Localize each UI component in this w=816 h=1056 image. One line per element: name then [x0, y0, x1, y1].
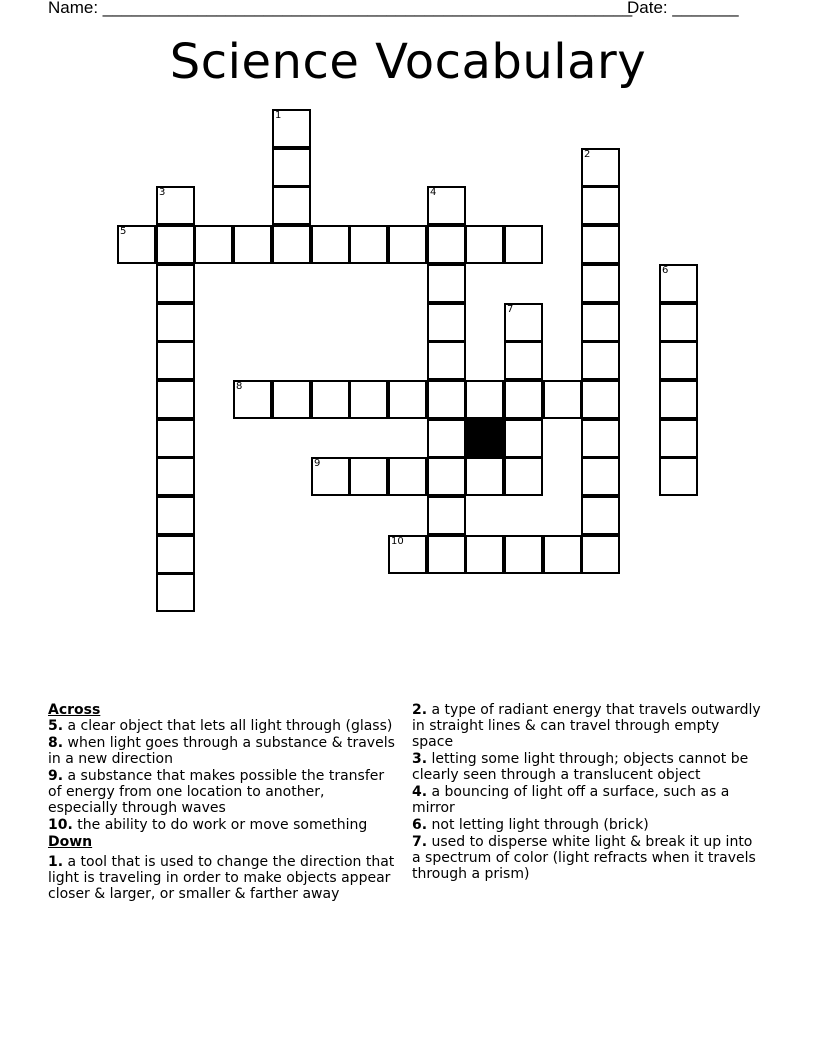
crossword-cell[interactable] — [272, 109, 311, 148]
crossword-cell[interactable] — [156, 419, 195, 458]
blocked-cell — [465, 419, 504, 458]
crossword-cell[interactable] — [233, 225, 272, 264]
clue-number: 9. — [48, 768, 64, 784]
clue-across-10 — [48, 817, 396, 833]
crossword-cell[interactable] — [581, 341, 620, 380]
clue-down-6 — [412, 817, 764, 833]
clue-text: when light goes through a substance & travels in a new direction — [48, 735, 395, 767]
crossword-cell[interactable] — [233, 380, 272, 419]
crossword-cell[interactable] — [504, 341, 543, 380]
clue-number-label: 2 — [584, 149, 591, 160]
crossword-cell[interactable] — [194, 225, 233, 264]
clues-left-column — [48, 702, 396, 903]
crossword-cell[interactable] — [156, 225, 195, 264]
crossword-cell[interactable] — [659, 341, 698, 380]
crossword-cell[interactable] — [581, 303, 620, 342]
crossword-cell[interactable] — [504, 303, 543, 342]
crossword-cell[interactable] — [349, 380, 388, 419]
crossword-cell[interactable] — [659, 264, 698, 303]
crossword-cell[interactable] — [504, 380, 543, 419]
clue-text: used to disperse white light & break it up into a spectrum of color (light refracts when it travels through a prism) — [412, 834, 756, 882]
crossword-cell[interactable] — [427, 419, 466, 458]
clue-number: 3. — [412, 751, 428, 767]
crossword-cell[interactable] — [156, 535, 195, 574]
crossword-cell[interactable] — [581, 186, 620, 225]
crossword-cell[interactable] — [349, 225, 388, 264]
clue-number-label: 5 — [120, 226, 127, 237]
crossword-cell[interactable] — [659, 457, 698, 496]
crossword-cell[interactable] — [465, 225, 504, 264]
clue-number: 2. — [412, 702, 428, 718]
clue-down-7 — [412, 834, 764, 882]
clue-across-5 — [48, 718, 396, 734]
crossword-cell[interactable] — [311, 225, 350, 264]
crossword-cell[interactable] — [388, 535, 427, 574]
clues-right-column — [412, 702, 764, 883]
crossword-cell[interactable] — [465, 380, 504, 419]
crossword-cell[interactable] — [156, 186, 195, 225]
clue-text: not letting light through (brick) — [431, 817, 649, 833]
clue-down-1 — [48, 854, 396, 902]
clue-number: 6. — [412, 817, 428, 833]
crossword-cell[interactable] — [272, 186, 311, 225]
clue-number: 4. — [412, 784, 428, 800]
crossword-cell[interactable] — [504, 225, 543, 264]
clue-number-label: 3 — [159, 187, 166, 198]
clue-down-3 — [412, 751, 764, 783]
crossword-cell[interactable] — [581, 148, 620, 187]
crossword-cell[interactable] — [465, 457, 504, 496]
crossword-cell[interactable] — [581, 535, 620, 574]
clue-down-2 — [412, 702, 764, 750]
crossword-cell[interactable] — [504, 457, 543, 496]
crossword-cell[interactable] — [659, 380, 698, 419]
crossword-cell[interactable] — [388, 225, 427, 264]
crossword-cell[interactable] — [349, 457, 388, 496]
crossword-cell[interactable] — [311, 380, 350, 419]
clue-number: 1. — [48, 854, 64, 870]
crossword-cell[interactable] — [581, 225, 620, 264]
crossword-cell[interactable] — [156, 303, 195, 342]
clue-number-label: 1 — [275, 110, 282, 121]
crossword-cell[interactable] — [427, 535, 466, 574]
crossword-cell[interactable] — [427, 303, 466, 342]
crossword-cell[interactable] — [581, 264, 620, 303]
clue-number: 8. — [48, 735, 64, 751]
crossword-cell[interactable] — [156, 380, 195, 419]
crossword-cell[interactable] — [117, 225, 156, 264]
clue-text: a bouncing of light off a surface, such as a mirror — [412, 784, 730, 816]
crossword-cell[interactable] — [427, 225, 466, 264]
header — [48, 0, 739, 18]
crossword-cell[interactable] — [581, 419, 620, 458]
crossword-cell[interactable] — [427, 341, 466, 380]
clue-across-9 — [48, 768, 396, 816]
clue-number: 7. — [412, 834, 428, 850]
across-heading: Across — [48, 702, 101, 718]
clue-number-label: 10 — [391, 536, 404, 547]
clue-across-8 — [48, 735, 396, 767]
crossword-cell[interactable] — [581, 496, 620, 535]
clue-text: letting some light through; objects cannot be clearly seen through a translucent object — [412, 751, 749, 783]
crossword-cell[interactable] — [581, 457, 620, 496]
clue-text: a substance that makes possible the transfer of energy from one location to another, especially through waves — [48, 768, 385, 816]
crossword-cell[interactable] — [156, 341, 195, 380]
crossword-cell[interactable] — [581, 380, 620, 419]
clue-number-label: 9 — [314, 458, 321, 469]
crossword-cell[interactable] — [156, 264, 195, 303]
crossword-cell[interactable] — [543, 535, 582, 574]
crossword-cell[interactable] — [465, 535, 504, 574]
clue-number-label: 6 — [662, 265, 669, 276]
name-field[interactable]: Name: ________________________________________________________ — [48, 0, 633, 17]
clue-text: a tool that is used to change the direction that light is traveling in order to make objects appear closer & larger, or smaller & farther away — [48, 854, 395, 902]
crossword-cell[interactable] — [659, 303, 698, 342]
crossword-cell[interactable] — [427, 457, 466, 496]
date-field[interactable]: Date: _______ — [627, 0, 739, 17]
crossword-cell[interactable] — [659, 419, 698, 458]
clue-text: a clear object that lets all light through (glass) — [67, 718, 393, 734]
clue-number: 10. — [48, 817, 73, 833]
clue-number-label: 7 — [507, 304, 514, 315]
crossword-cell[interactable] — [388, 457, 427, 496]
page-title: Science Vocabulary — [169, 34, 647, 90]
crossword-cell[interactable] — [156, 496, 195, 535]
clue-number-label: 4 — [430, 187, 437, 198]
clue-text: a type of radiant energy that travels outwardly in straight lines & can travel through empty space — [412, 702, 761, 750]
crossword-cell[interactable] — [427, 264, 466, 303]
crossword-cell[interactable] — [272, 380, 311, 419]
down-heading: Down — [48, 834, 93, 850]
crossword-cell[interactable] — [388, 380, 427, 419]
clue-text: the ability to do work or move something — [77, 817, 368, 833]
crossword-cell[interactable] — [272, 148, 311, 187]
crossword-cell[interactable] — [156, 457, 195, 496]
crossword-cell[interactable] — [427, 496, 466, 535]
crossword-cell[interactable] — [543, 380, 582, 419]
clue-down-4 — [412, 784, 764, 816]
crossword-cell[interactable] — [156, 573, 195, 612]
crossword-cell[interactable] — [427, 186, 466, 225]
crossword-cell[interactable] — [427, 380, 466, 419]
clue-number: 5. — [48, 718, 64, 734]
across-clue-list — [48, 718, 396, 833]
crossword-cell[interactable] — [311, 457, 350, 496]
clue-number-label: 8 — [236, 381, 243, 392]
crossword-cell[interactable] — [504, 535, 543, 574]
crossword-cell[interactable] — [504, 419, 543, 458]
crossword-cell[interactable] — [272, 225, 311, 264]
